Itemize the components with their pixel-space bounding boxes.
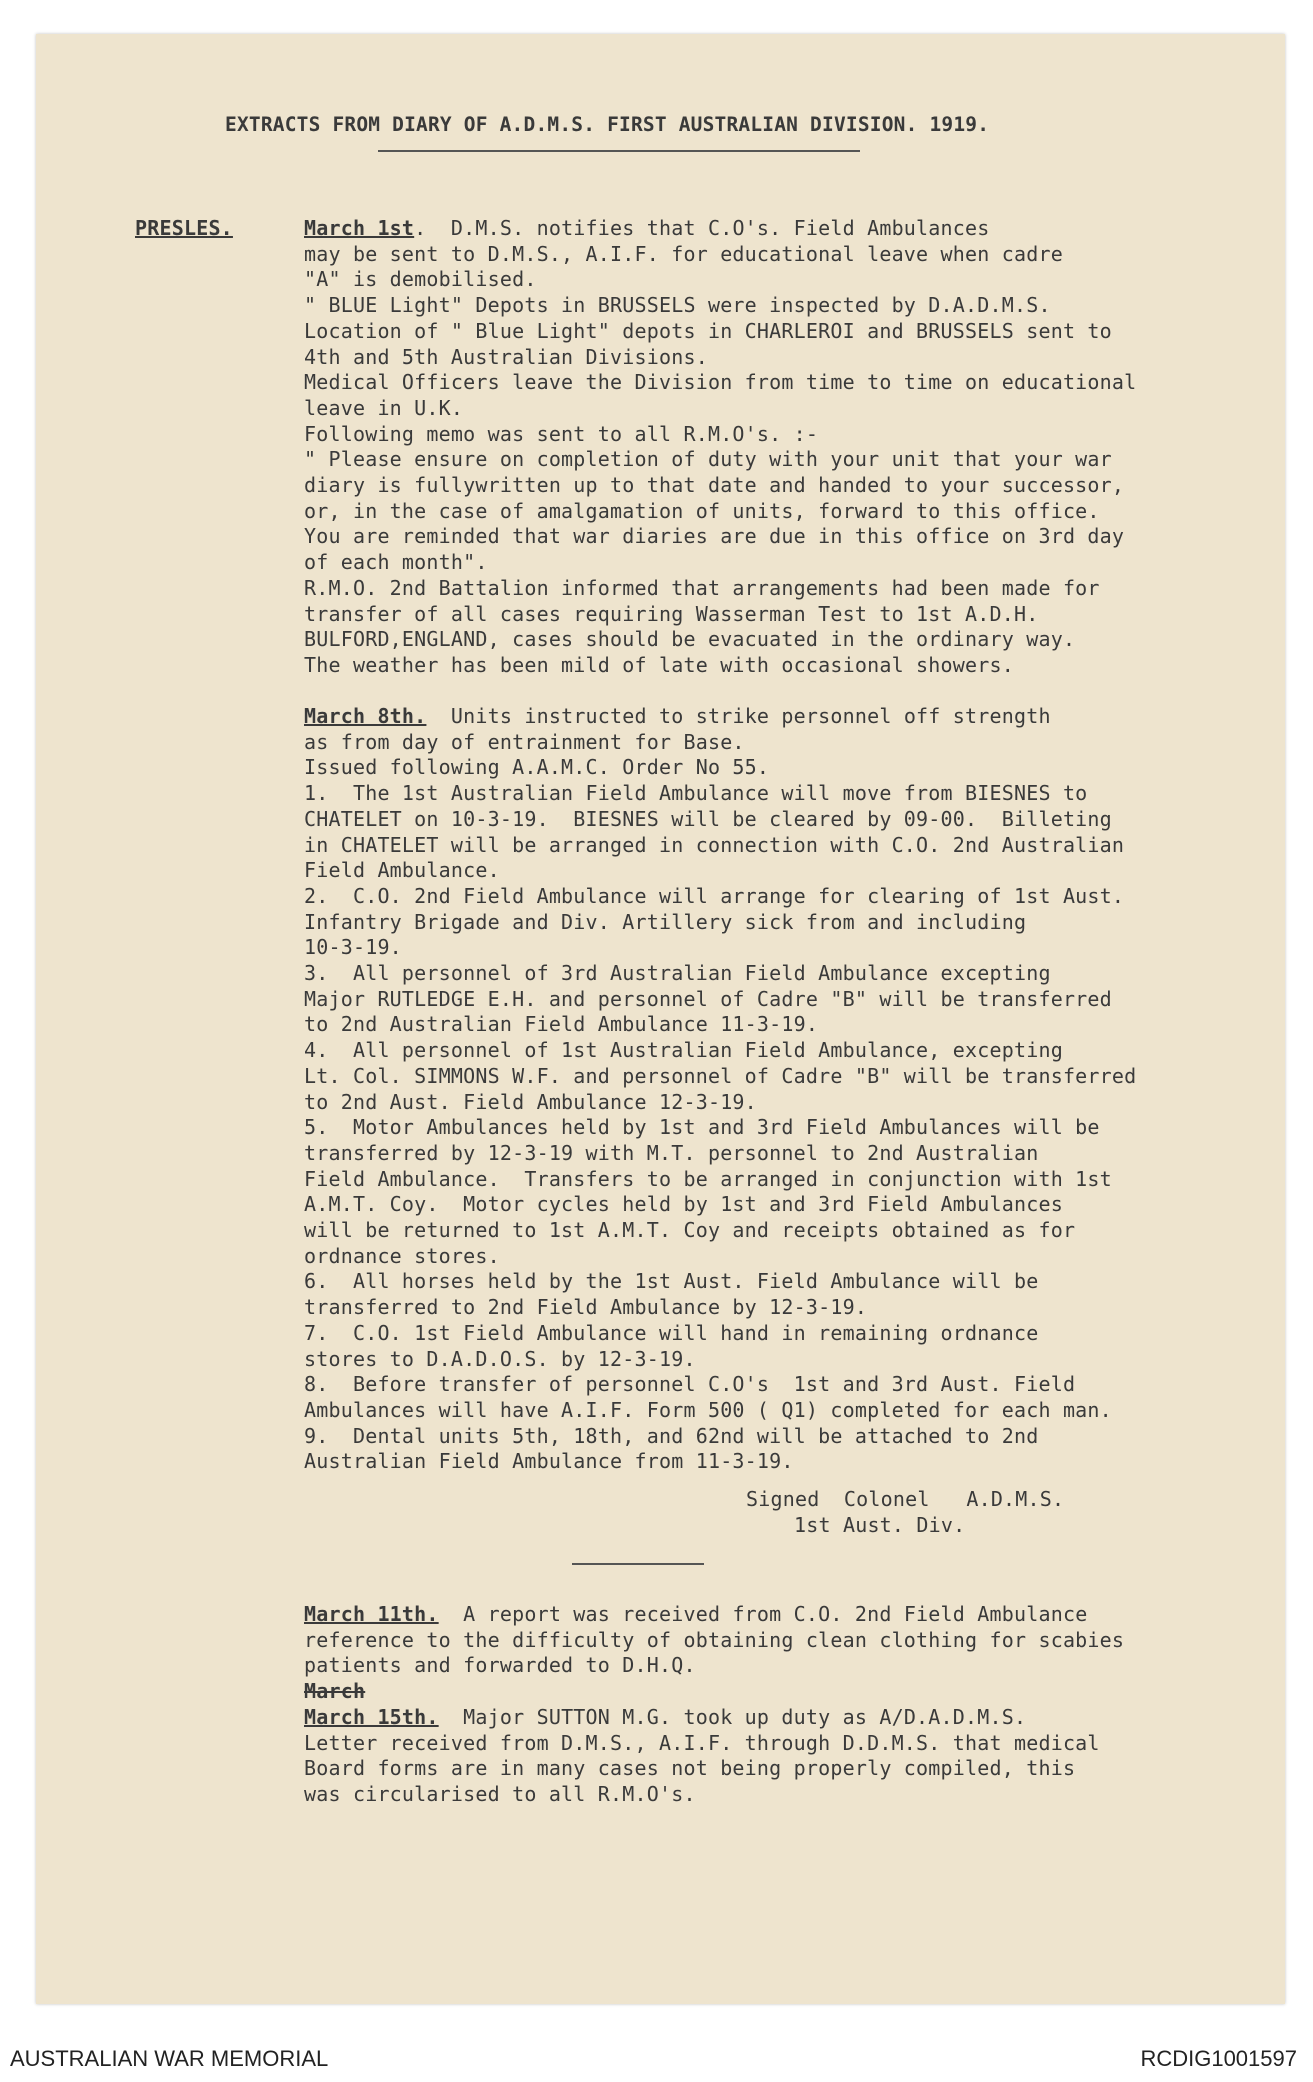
line-text: 5. Motor Ambulances held by 1st and 3rd Field Ambulances will be [304, 1115, 1100, 1140]
line-text: 4. All personnel of 1st Australian Field Ambulance, excepting [304, 1038, 1063, 1063]
signature-line-1: Signed Colonel A.D.M.S. [746, 1487, 1065, 1511]
diary-line [304, 267, 537, 293]
line-text: 1. The 1st Australian Field Ambulance will move from BIESNES to [304, 781, 1088, 806]
line-text: Major SUTTON M.G. took up duty as A/D.A.D.M.S. [438, 1704, 1027, 1729]
title-underline [378, 150, 860, 152]
line-text: Location of " Blue Light" depots in CHARLEROI and BRUSSELS sent to [304, 318, 1112, 343]
line-text: Following memo was sent to all R.M.O's. :- [304, 421, 819, 446]
line-text: may be sent to D.M.S., A.I.F. for educational leave when cadre [304, 241, 1063, 266]
line-text: stores to D.A.D.O.S. by 12-3-19. [304, 1346, 696, 1371]
diary-line [304, 602, 1038, 628]
diary-line [304, 1372, 1075, 1398]
line-text: The weather has been mild of late with occasional showers. [304, 652, 1014, 677]
diary-line [304, 807, 1112, 833]
diary-line [304, 293, 1051, 319]
entry-date: March 15th. [304, 1704, 439, 1729]
diary-line [304, 910, 1026, 936]
entry-date: March 1st [304, 216, 415, 240]
diary-line [304, 1038, 1063, 1064]
footer-archive-name: AUSTRALIAN WAR MEMORIAL [10, 2046, 329, 2071]
diary-line [304, 1321, 1038, 1347]
struck-out-text: March [304, 1679, 366, 1704]
diary-line [304, 1705, 1026, 1731]
diary-line [304, 704, 1051, 730]
line-text: BULFORD,ENGLAND, cases should be evacuated in the ordinary way. [304, 627, 1076, 652]
document-title: EXTRACTS FROM DIARY OF A.D.M.S. FIRST AUSTRALIAN DIVISION. 1919. [225, 113, 990, 136]
diary-line [304, 1347, 696, 1373]
footer-record-id: RCDIG1001597 [1140, 2046, 1297, 2071]
line-text: Major RUTLEDGE E.H. and personnel of Cadre "B" will be transferred [304, 986, 1112, 1011]
line-text: Field Ambulance. [304, 858, 500, 883]
line-text: 8. Before transfer of personnel C.O's 1st and 3rd Aust. Field [304, 1372, 1076, 1397]
line-text: Ambulances will have A.I.F. Form 500 ( Q1) completed for each man. [304, 1397, 1112, 1422]
diary-line [304, 1756, 1075, 1782]
line-text: was circularised to all R.M.O's. [304, 1781, 696, 1806]
diary-line [304, 1628, 1124, 1654]
diary-line [304, 242, 1063, 268]
line-text: 7. C.O. 1st Field Ambulance will hand in remaining ordnance [304, 1320, 1039, 1345]
diary-line [304, 884, 1124, 910]
line-text: transferred by 12-3-19 with M.T. personnel to 2nd Australian [304, 1140, 1039, 1165]
line-text: CHATELET on 10-3-19. BIESNES will be cleared by 09-00. Billeting [304, 806, 1112, 831]
diary-line [304, 396, 463, 422]
diary-line [304, 653, 1014, 679]
line-text: ordnance stores. [304, 1243, 500, 1268]
line-text: 4th and 5th Australian Divisions. [304, 344, 708, 369]
line-text: Lt. Col. SIMMONS W.F. and personnel of Cadre "B" will be transferred [304, 1063, 1137, 1088]
diary-line [304, 1295, 867, 1321]
line-text: Infantry Brigade and Div. Artillery sick from and including [304, 909, 1027, 934]
line-text: 2. C.O. 2nd Field Ambulance will arrange for clearing of 1st Aust. [304, 883, 1125, 908]
diary-line [304, 1679, 365, 1705]
margin-place-name: PRESLES. [135, 216, 233, 240]
section-divider [572, 1563, 704, 1565]
diary-line [304, 1398, 1112, 1424]
diary-line [304, 730, 745, 756]
diary-line [304, 1115, 1100, 1141]
line-text: to 2nd Aust. Field Ambulance 12-3-19. [304, 1089, 757, 1114]
line-text: 9. Dental units 5th, 18th, and 62nd will be attached to 2nd [304, 1423, 1039, 1448]
diary-line [304, 1449, 794, 1475]
diary-line [304, 1192, 1063, 1218]
line-text: 10-3-19. [304, 935, 402, 960]
diary-line [304, 499, 1100, 525]
line-text: 3. All personnel of 3rd Australian Field Ambulance excepting [304, 961, 1051, 985]
line-text: as from day of entrainment for Base. [304, 729, 745, 754]
line-text: patients and forwarded to D.H.Q. [304, 1653, 696, 1678]
diary-line [304, 781, 1087, 807]
diary-line [304, 1141, 1038, 1167]
line-text: reference to the difficulty of obtaining clean clothing for scabies [304, 1627, 1125, 1652]
diary-line [304, 1090, 757, 1116]
line-text: 6. All horses held by the 1st Aust. Field Ambulance will be [304, 1269, 1039, 1294]
line-text: diary is fullywritten up to that date and handed to your successor, [304, 473, 1125, 497]
line-text: to 2nd Australian Field Ambulance 11-3-19. [304, 1012, 819, 1037]
line-text: Letter received from D.M.S., A.I.F. through D.D.M.S. that medical [304, 1730, 1100, 1755]
line-text: . D.M.S. notifies that C.O's. Field Ambulances [414, 216, 990, 240]
diary-line [304, 755, 769, 781]
diary-line [304, 1731, 1100, 1757]
entry-date: March 11th. [304, 1602, 439, 1626]
line-text: " Please ensure on completion of duty with your unit that your war [304, 447, 1112, 472]
line-text: Medical Officers leave the Division from time to time on educational [304, 370, 1137, 395]
line-text: Units instructed to strike personnel off strength [426, 704, 1051, 728]
line-text: in CHATELET will be arranged in connection with C.O. 2nd Australian [304, 832, 1125, 857]
line-text: Issued following A.A.M.C. Order No 55. [304, 755, 770, 780]
diary-line [304, 422, 818, 448]
line-text: or, in the case of amalgamation of units, forward to this office. [304, 498, 1100, 523]
line-text: transferred to 2nd Field Ambulance by 12-3-19. [304, 1295, 868, 1320]
diary-line [304, 627, 1075, 653]
line-text: " BLUE Light" Depots in BRUSSELS were inspected by D.A.D.M.S. [304, 293, 1051, 318]
diary-line [304, 935, 402, 961]
line-text: A report was received from C.O. 2nd Field Ambulance [438, 1602, 1088, 1626]
line-text: Australian Field Ambulance from 11-3-19. [304, 1449, 794, 1474]
line-text: A.M.T. Coy. Motor cycles held by 1st and 3rd Field Ambulances [304, 1192, 1063, 1217]
entry-date: March 8th. [304, 704, 427, 728]
diary-line [304, 550, 488, 576]
line-text: "A" is demobilised. [304, 267, 537, 292]
diary-line [304, 1244, 500, 1270]
diary-line [304, 1782, 696, 1808]
line-text: of each month". [304, 550, 488, 575]
diary-line [304, 1167, 1112, 1193]
line-text: will be returned to 1st A.M.T. Coy and receipts obtained as for [304, 1218, 1076, 1242]
line-text: Field Ambulance. Transfers to be arranged in conjunction with 1st [304, 1166, 1112, 1191]
signature-line-2: 1st Aust. Div. [794, 1513, 966, 1537]
line-text: leave in U.K. [304, 395, 464, 420]
diary-line [304, 961, 1051, 987]
diary-line [304, 1653, 696, 1679]
diary-line [304, 1012, 818, 1038]
diary-line [304, 370, 1136, 396]
diary-line [304, 524, 1124, 550]
diary-line [304, 319, 1112, 345]
diary-line [304, 447, 1112, 473]
line-text: transfer of all cases requiring Wasserman Test to 1st A.D.H. [304, 601, 1039, 626]
diary-line [304, 1269, 1038, 1295]
diary-line [304, 858, 500, 884]
line-text: Board forms are in many cases not being properly compiled, this [304, 1756, 1076, 1781]
line-text: You are reminded that war diaries are due in this office on 3rd day [304, 524, 1125, 549]
diary-line [304, 1064, 1136, 1090]
diary-line [304, 345, 708, 371]
diary-line [304, 1602, 1087, 1628]
line-text: R.M.O. 2nd Battalion informed that arrangements had been made for [304, 575, 1100, 600]
diary-line [304, 1424, 1038, 1450]
diary-line [304, 1218, 1075, 1244]
diary-line [304, 987, 1112, 1013]
diary-line [304, 216, 990, 242]
diary-line [304, 833, 1124, 859]
diary-line [304, 576, 1100, 602]
diary-line [304, 473, 1124, 499]
